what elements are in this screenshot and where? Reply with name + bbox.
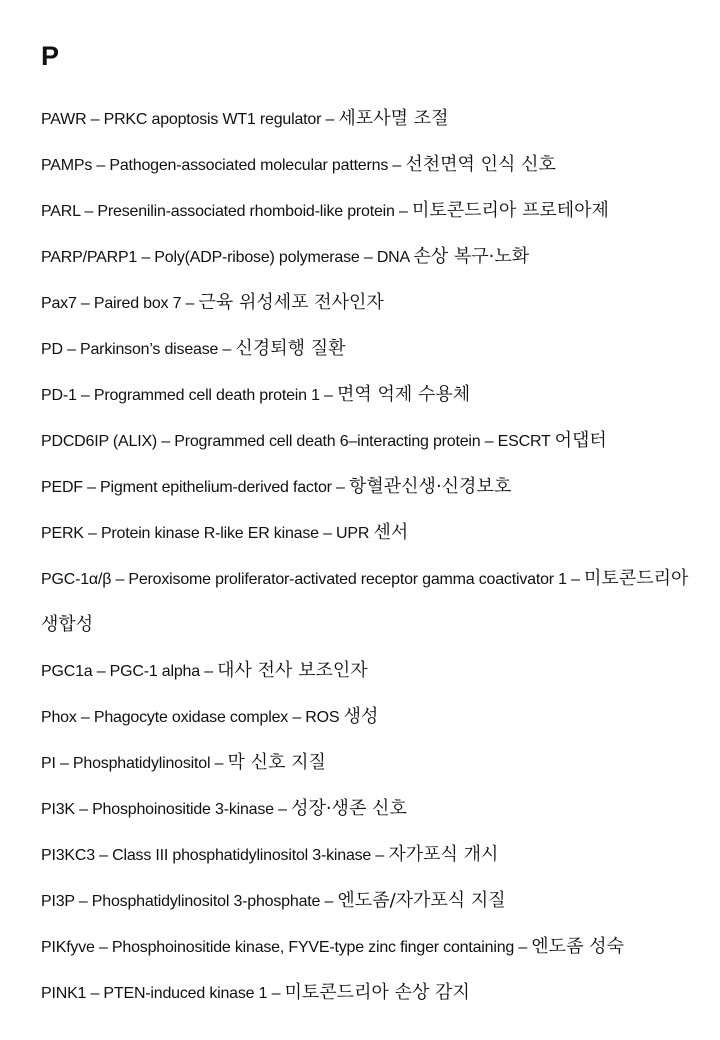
entry-korean-meaning: 손상 복구·노화: [413, 246, 530, 267]
entry-korean-meaning: 어댑터: [554, 430, 607, 451]
entry-term: PEDF – Pigment epithelium-derived factor –: [41, 479, 349, 496]
glossary-entry-list: [41, 96, 701, 1016]
glossary-entry-parl: [41, 188, 701, 234]
entry-korean-meaning: 미토콘드리아 손상 감지: [284, 982, 470, 1003]
entry-korean-meaning: 대사 전사 보조인자: [217, 660, 368, 681]
entry-korean-meaning: 미토콘드리아 프로테아제: [411, 200, 609, 221]
entry-korean-meaning: 생성: [343, 706, 379, 727]
entry-korean-meaning: 자가포식 개시: [388, 844, 499, 865]
glossary-entry-pi: [41, 740, 701, 786]
entry-term: PI – Phosphatidylinositol –: [41, 755, 228, 772]
entry-korean-meaning: 센서: [373, 522, 409, 543]
glossary-entry-pd-1: [41, 372, 701, 418]
entry-term: PAWR – PRKC apoptosis WT1 regulator –: [41, 111, 339, 128]
entry-korean-meaning: 미토콘드리아 생합성: [41, 568, 689, 635]
entry-term: PAMPs – Pathogen-associated molecular patterns –: [41, 157, 406, 174]
glossary-entry-pamps: [41, 142, 701, 188]
glossary-entry-pdcd6ip: [41, 418, 701, 464]
entry-term: PGC-1α/β – Peroxisome proliferator-activated receptor gamma coactivator 1 –: [41, 571, 585, 588]
glossary-entry-pi3kc3: [41, 832, 701, 878]
entry-korean-meaning: 엔도좀 성숙: [531, 936, 624, 957]
entry-term: PIKfyve – Phosphoinositide kinase, FYVE-type zinc finger containing –: [41, 939, 532, 956]
entry-term: PDCD6IP (ALIX) – Programmed cell death 6–interacting protein – ESCRT: [41, 433, 555, 450]
entry-term: PI3KC3 – Class III phosphatidylinositol 3-kinase –: [41, 847, 389, 864]
entry-term: PARL – Presenilin-associated rhomboid-like protein –: [41, 203, 412, 220]
glossary-entry-pink1: [41, 970, 701, 1016]
entry-term: PD – Parkinson’s disease –: [41, 341, 236, 358]
entry-korean-meaning: 항혈관신생·신경보호: [349, 476, 512, 497]
glossary-entry-pax7: [41, 280, 701, 326]
glossary-entry-pi3p: [41, 878, 701, 924]
glossary-entry-perk: [41, 510, 701, 556]
glossary-entry-pgc-1: [41, 556, 701, 648]
entry-term: PI3K – Phosphoinositide 3-kinase –: [41, 801, 292, 818]
glossary-entry-pikfyve: [41, 924, 701, 970]
glossary-entry-pi3k: [41, 786, 701, 832]
entry-term: PERK – Protein kinase R-like ER kinase – UPR: [41, 525, 374, 542]
entry-korean-meaning: 신경퇴행 질환: [235, 338, 346, 359]
glossary-entry-pawr: [41, 96, 701, 142]
entry-term: PI3P – Phosphatidylinositol 3-phosphate –: [41, 893, 338, 910]
entry-korean-meaning: 성장·생존 신호: [291, 798, 407, 819]
entry-korean-meaning: 세포사멸 조절: [338, 108, 449, 129]
entry-term: PGC1a – PGC-1 alpha –: [41, 663, 218, 680]
entry-korean-meaning: 막 신호 지질: [227, 752, 326, 773]
glossary-entry-pd: [41, 326, 701, 372]
entry-korean-meaning: 근육 위성세포 전사인자: [198, 292, 384, 313]
entry-term: PINK1 – PTEN-induced kinase 1 –: [41, 985, 285, 1002]
glossary-entry-pedf: [41, 464, 701, 510]
entry-term: PD-1 – Programmed cell death protein 1 –: [41, 387, 337, 404]
entry-term: Pax7 – Paired box 7 –: [41, 295, 199, 312]
glossary-entry-pgc1a: [41, 648, 701, 694]
entry-term: Phox – Phagocyte oxidase complex – ROS: [41, 709, 344, 726]
entry-korean-meaning: 엔도좀/자가포식 지질: [337, 890, 506, 911]
entry-korean-meaning: 선천면역 인식 신호: [405, 154, 556, 175]
glossary-entry-phox: [41, 694, 701, 740]
section-letter-heading: P: [41, 41, 60, 71]
entry-term: PARP/PARP1 – Poly(ADP-ribose) polymerase – DNA: [41, 249, 414, 266]
entry-korean-meaning: 면역 억제 수용체: [336, 384, 471, 405]
glossary-entry-parp: [41, 234, 701, 280]
